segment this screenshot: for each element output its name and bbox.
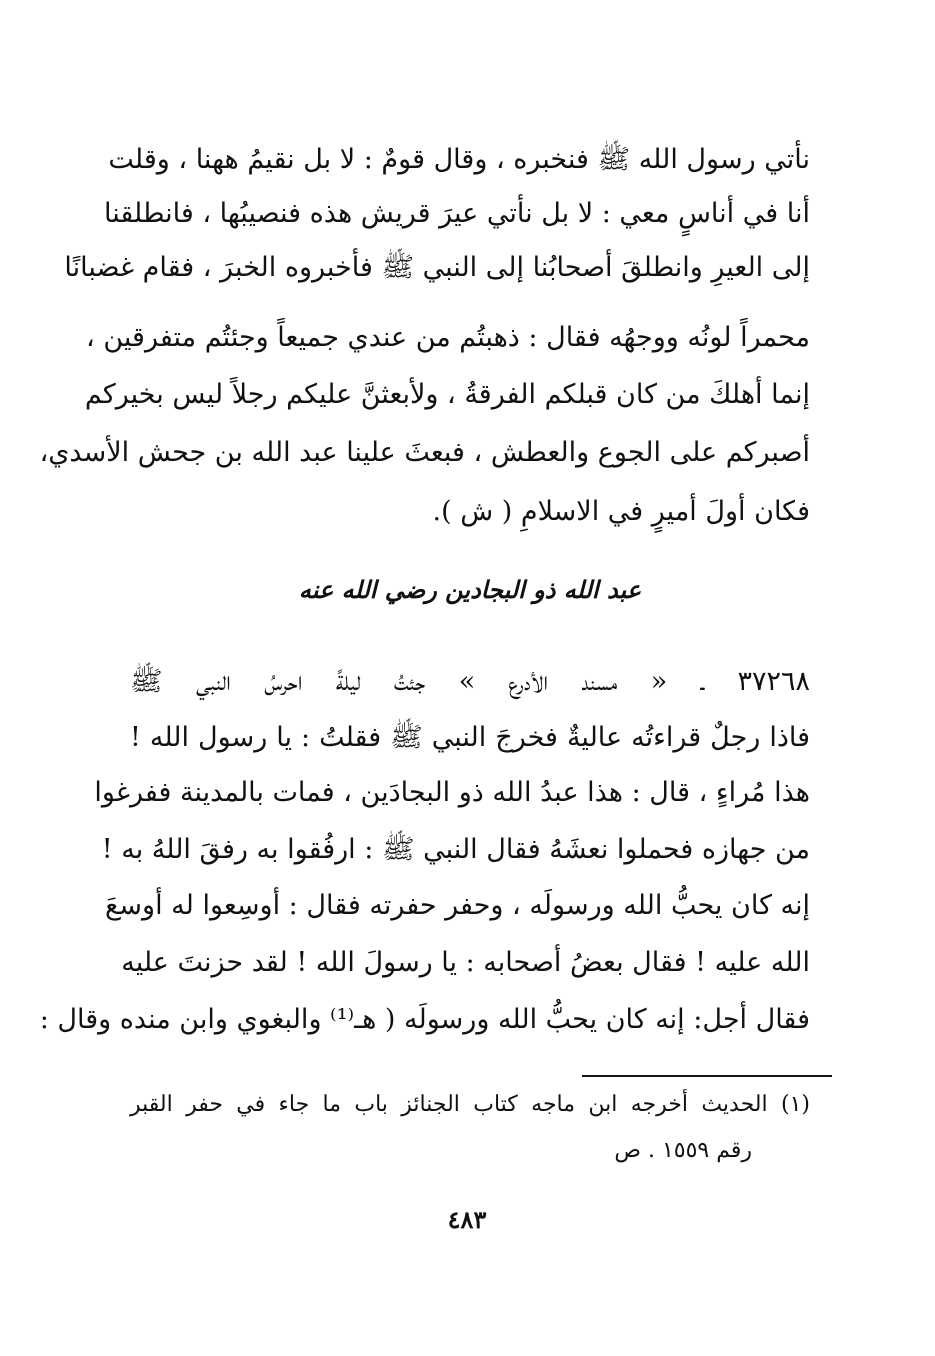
paragraph1-line-5: إنما أهلكَ من كان قبلكم الفرقةُ ، ولأبعثنَّ عليكم رجلاً ليس بخيركم xyxy=(84,379,810,410)
paragraph1-line-1: نأتي رسول الله ﷺ فنخبره ، وقال قومٌ : لا بل نقيمُ ههنا ، وقلت xyxy=(108,144,810,175)
footnote-divider xyxy=(582,1075,832,1077)
paragraph2-line-2: فاذا رجلٌ قراءتُه عاليةٌ فخرجَ النبي ﷺ فقلتُ : يا رسول الله ! xyxy=(130,722,810,753)
paragraph2-line-4: من جهازه فحملوا نعشَهُ فقال النبي ﷺ : ارفُقوا به رفقَ اللهُ به ! xyxy=(101,834,810,865)
footnote-line-1: (١) الحديث أخرجه ابن ماجه كتاب الجنائز باب ما جاء في حفر القبر xyxy=(130,1092,810,1117)
paragraph2-line-1: ٣٧٢٦٨ ـ « مسند الأدرع » جئتُ ليلةً احرسُ النبي ﷺ xyxy=(130,666,810,697)
paragraph1-line-4: محمراً لونُه ووجهُه فقال : ذهبتُم من عندي جميعاً وجئتُم متفرقين ، xyxy=(86,322,810,353)
paragraph2-line-3: هذا مُراءٍ ، قال : هذا عبدُ الله ذو البجادَين ، فمات بالمدينة ففرغوا xyxy=(94,777,810,808)
page-number: ٤٨٣ xyxy=(447,1205,487,1234)
paragraph1-line-6: أصبركم على الجوع والعطش ، فبعثَ علينا عبد الله بن جحش الأسدي، xyxy=(39,437,810,468)
paragraph1-line-2: أنا في أناسٍ معي : لا بل نأتي عيرَ قريش هذه فنصيبُها ، فانطلقنا xyxy=(103,198,810,229)
paragraph2-line-5: إنه كان يحبُّ الله ورسولَه ، وحفر حفرته فقال : أوسِعوا له أوسعَ xyxy=(105,890,810,921)
paragraph2-line-7: فقال أجل: إنه كان يحبُّ الله ورسولَه ( هـ⁽¹⁾ والبغوي وابن منده وقال : xyxy=(39,1004,810,1035)
paragraph1-line-7: فكان أولَ أميرٍ في الاسلامِ ( ش ). xyxy=(432,496,810,527)
footnote-line-2: رقم ١٥٥٩ . ص xyxy=(614,1138,752,1163)
paragraph2-line-6: الله عليه ! فقال بعضُ أصحابه : يا رسولَ الله ! لقد حزنتَ عليه xyxy=(121,947,810,978)
section-heading: عبد الله ذو البجادين رضي الله عنه xyxy=(298,575,642,604)
paragraph1-line-3: إلى العيرِ وانطلقَ أصحابُنا إلى النبي ﷺ فأخبروه الخبرَ ، فقام غضبانًا xyxy=(64,252,810,283)
